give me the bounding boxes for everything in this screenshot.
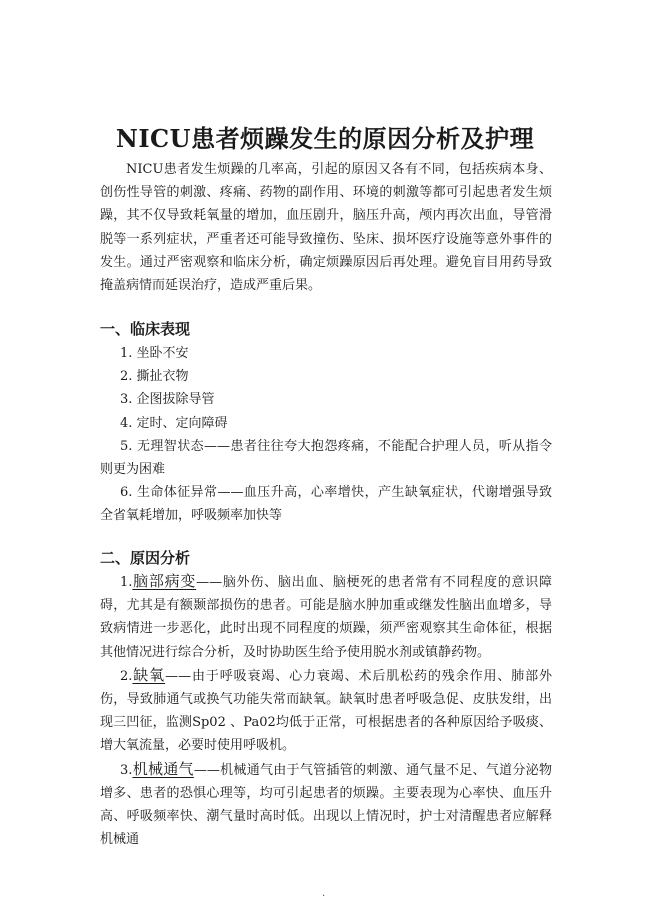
cause-text: ——机械通气由于气管插管的刺激、通气量不足、气道分泌物增多、患者的恐惧心理等，均可引起患者的烦躁。主要表现为心率快、血压升高、呼吸频率快、潮气量时高时低。出现以上情况时，护士对清醒患者应解释机械通 bbox=[100, 762, 552, 848]
causes-list bbox=[100, 570, 552, 851]
item-number: 3. bbox=[120, 762, 133, 778]
page-title: NICU患者烦躁发生的原因分析及护理 bbox=[115, 124, 535, 154]
list-item bbox=[100, 664, 552, 758]
clinical-list bbox=[100, 342, 552, 528]
list-item: 2. 撕扯衣物 bbox=[120, 369, 189, 385]
list-item: 3. 企图拔除导管 bbox=[120, 392, 215, 408]
list-item bbox=[100, 758, 552, 852]
cause-text: ——脑外伤、脑出血、脑梗死的患者常有不同程度的意识障碍，尤其是有额颞部损伤的患者。可能是脑水肿加重或继发性脑出血增多，导致病情进一步恶化，此时出现不同程度的烦躁，须严密观察其生命体征，根据其他情况进行综合分析，及时协助医生给予使用脱水剂或镇静药物。 bbox=[100, 575, 552, 660]
list-item: 1. 坐卧不安 bbox=[120, 346, 189, 361]
list-item: 4. 定时、定向障碍 bbox=[120, 415, 228, 431]
item-number: 1. bbox=[120, 575, 133, 590]
section-heading-clinical: 一、临床表现 bbox=[100, 320, 191, 338]
cause-term: 脑部病变 bbox=[132, 572, 197, 590]
list-item bbox=[100, 570, 552, 664]
cause-text: ——由于呼吸衰竭、心力衰竭、术后肌松药的残余作用、肺部外伤，导致肺通气或换气功能失常而缺氧。缺氧时患者呼吸急促、皮肤发绀，出现三凹征，监测Sp02 、Pa02均低于正常，可根据患者的各种原因给予吸痰、增大氧流量，必要时使用呼吸机。 bbox=[100, 668, 552, 754]
list-item: 6. 生命体征异常——血压升高，心率增快，产生缺氧症状，代谢增强导致全省氧耗增加，呼吸频率加快等 bbox=[100, 485, 552, 524]
cause-term: 缺氧 bbox=[132, 665, 166, 684]
cause-term: 机械通气 bbox=[132, 759, 194, 778]
section-heading-causes: 二、原因分析 bbox=[100, 549, 191, 567]
intro-paragraph: NICU患者发生烦躁的几率高，引起的原因又各有不同，包括疾病本身、创伤性导管的刺激、疼痛、药物的副作用、环境的刺激等都可引起患者发生烦躁，其不仅导致耗氧量的增加，血压剧升，脑压升高，颅内再次出血，导管滑脱等一系列症状，严重者还可能导致撞伤、坠床、损坏医疗设施等意外事件的发生。通过严密观察和临床分析，确定烦躁原因后再处理。避免盲目用药导致掩盖病情而延误治疗，造成严重后果。 bbox=[100, 162, 552, 294]
footer-mark: . bbox=[322, 888, 326, 899]
list-item: 5. 无理智状态——患者往往夸大抱怨疼痛，不能配合护理人员，听从指令则更为困难 bbox=[100, 438, 552, 478]
item-number: 2. bbox=[120, 668, 133, 684]
